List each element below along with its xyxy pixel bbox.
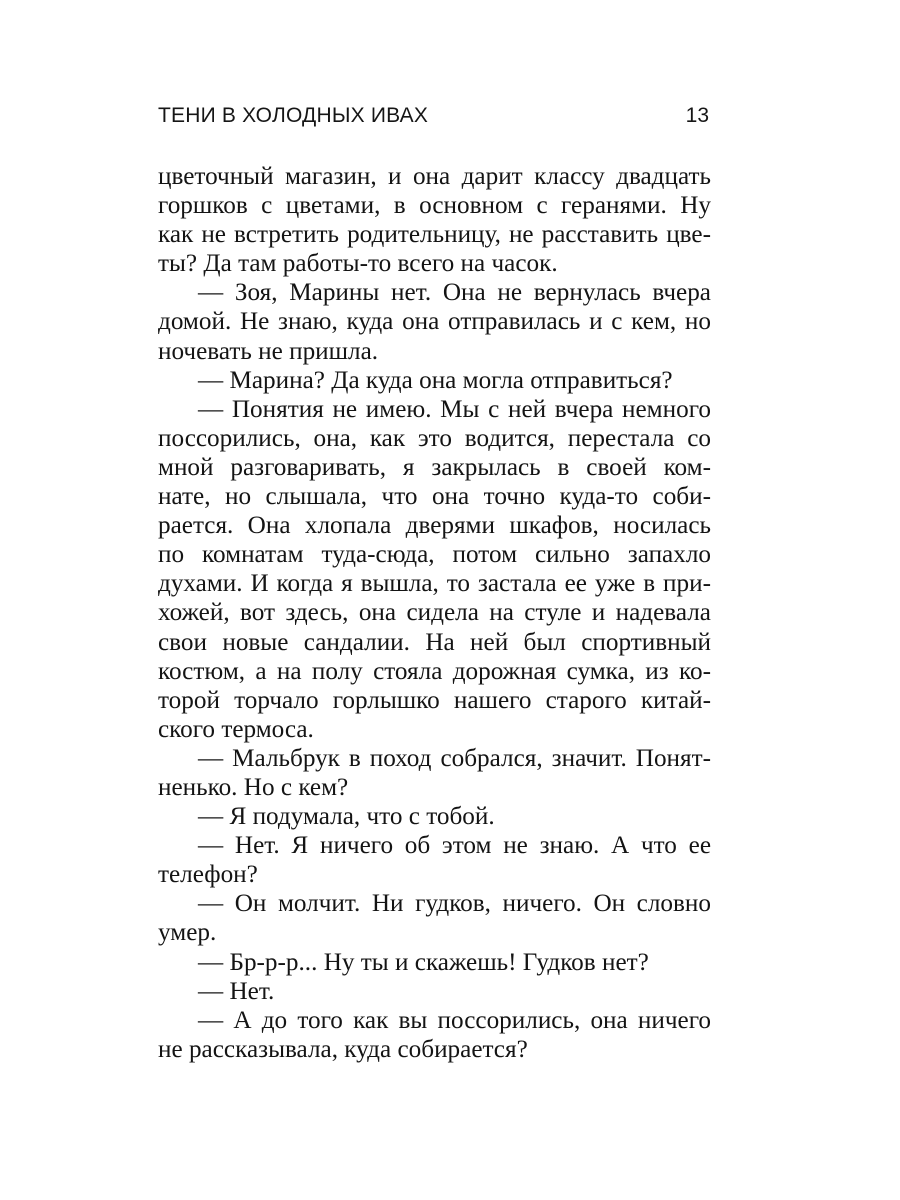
text-line: нате, но слышала, что она точно куда-то соби- [158, 483, 711, 511]
dialogue-line: — Бр-р-р... Ну ты и скажешь! Гудков нет? [198, 948, 649, 976]
dialogue-line: — Я подумала, что с тобой. [198, 803, 495, 831]
dialogue-line: — Мальбрук в поход собрался, значит. Понят- [198, 744, 711, 772]
running-head-title: ТЕНИ В ХОЛОДНЫХ ИВАХ [158, 104, 429, 127]
text-line: цветочный магазин, и она дарит классу двадцать [158, 163, 711, 190]
text-line: свои новые сандалии. На ней был спортивный [158, 628, 711, 656]
page-text [158, 162, 711, 1064]
page-number: 13 [685, 104, 709, 127]
text-line: ты? Да там работы-то всего на часок. [158, 250, 558, 278]
dialogue-line: — Понятия не имею. Мы с ней вчера немного [198, 395, 711, 423]
text-line: хожей, вот здесь, она сидела на стуле и надевала [158, 599, 711, 627]
dialogue-line: — Зоя, Марины нет. Она не вернулась вчера [198, 279, 711, 307]
text-line: как не встретить родительницу, не расставить цве- [158, 221, 711, 249]
text-line: телефон? [158, 861, 258, 889]
text-line: рается. Она хлопала дверями шкафов, носилась [158, 512, 711, 540]
text-line: не рассказывала, куда собирается? [158, 1035, 528, 1063]
dialogue-line: — Нет. [198, 977, 275, 1005]
dialogue-line: — Нет. Я ничего об этом не знаю. А что ее [198, 832, 711, 860]
text-line: горшков с цветами, в основном с геранями. Ну [158, 192, 711, 220]
dialogue-line: — Марина? Да куда она могла отправиться? [198, 366, 673, 394]
text-line: мной разговаривать, я закрылась в своей ком- [158, 453, 711, 481]
text-line: домой. Не знаю, куда она отправилась и с кем, но [158, 308, 711, 336]
text-line: умер. [158, 919, 217, 947]
text-line: поссорились, она, как это водится, перестала со [158, 424, 711, 452]
text-line: ского термоса. [158, 715, 314, 743]
text-line: ненько. Но с кем? [158, 773, 349, 801]
dialogue-line: — Он молчит. Ни гудков, ничего. Он словно [198, 890, 711, 918]
text-line: ночевать не пришла. [158, 337, 379, 365]
dialogue-line: — А до того как вы поссорились, она ничего [198, 1006, 711, 1034]
text-line: костюм, а на полу стояла дорожная сумка, из ко- [158, 657, 711, 685]
text-line: торой торчало горлышко нашего старого китай- [158, 686, 711, 714]
text-line: по комнатам туда-сюда, потом сильно запахло [158, 541, 711, 569]
text-line: духами. И когда я вышла, то застала ее уже в при- [158, 570, 711, 598]
